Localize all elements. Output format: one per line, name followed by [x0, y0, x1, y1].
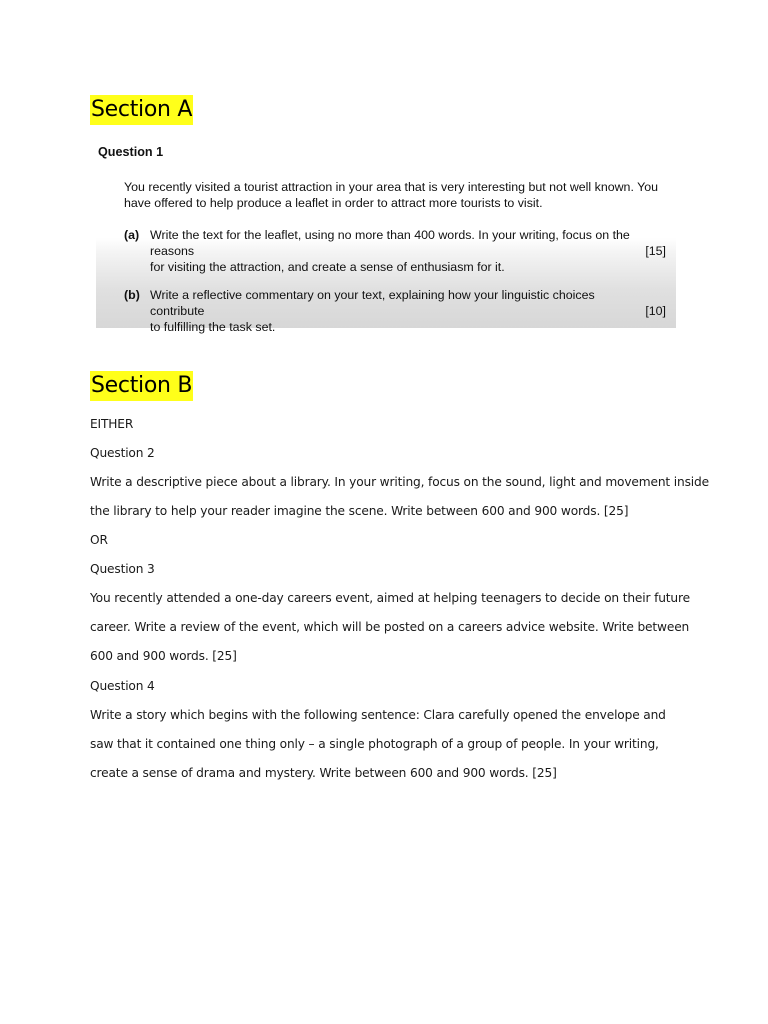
- part-text: [150, 287, 640, 335]
- either-label: EITHER: [90, 417, 134, 431]
- question-1-part-b: [124, 287, 666, 334]
- question-1-intro-line: have offered to help produce a leaflet in order to attract more tourists to visit.: [124, 196, 543, 210]
- question-1-image: [96, 140, 676, 334]
- or-label: OR: [90, 533, 108, 547]
- question-2-text-line: Write a descriptive piece about a library. In your writing, focus on the sound, light and movement inside: [90, 475, 709, 489]
- part-text-line: for visiting the attraction, and create a sense of enthusiasm for it.: [150, 260, 505, 274]
- question-3-text-line: career. Write a review of the event, which will be posted on a careers advice website. Write between: [90, 620, 690, 634]
- part-text-line: to fulfilling the task set.: [150, 320, 276, 334]
- part-letter: (b): [124, 288, 140, 302]
- section-b-heading: Section B: [90, 371, 193, 401]
- question-4-text-line: saw that it contained one thing only – a single photograph of a group of people. In your writing,: [90, 737, 659, 751]
- question-3-text-line: 600 and 900 words. [25]: [90, 649, 237, 663]
- part-letter: (a): [124, 228, 140, 242]
- question-1-part-a: [124, 227, 666, 274]
- question-4-title: Question 4: [90, 679, 155, 693]
- question-3-text-line: You recently attended a one-day careers event, aimed at helping teenagers to decide on their future: [90, 591, 690, 605]
- question-3-title: Question 3: [90, 562, 155, 576]
- part-text-line: Write a reflective commentary on your text, explaining how your linguistic choices contribute: [150, 288, 595, 318]
- part-marks: [10]: [645, 304, 666, 318]
- question-2-title: Question 2: [90, 446, 155, 460]
- part-text: [150, 227, 640, 275]
- question-4-text-line: create a sense of drama and mystery. Write between 600 and 900 words. [25]: [90, 766, 557, 780]
- question-2-text-line: the library to help your reader imagine the scene. Write between 600 and 900 words. [25]: [90, 504, 629, 518]
- question-4-text-line: Write a story which begins with the following sentence: Clara carefully opened the envelope and: [90, 708, 666, 722]
- question-1-intro: [124, 179, 669, 211]
- part-marks: [15]: [645, 244, 666, 258]
- question-1-intro-line: You recently visited a tourist attraction in your area that is very interesting but not well known. You: [124, 180, 659, 194]
- question-1-title: Question 1: [98, 145, 164, 159]
- part-text-line: Write the text for the leaflet, using no more than 400 words. In your writing, focus on the reasons: [150, 228, 630, 258]
- section-a-heading: Section A: [90, 95, 193, 125]
